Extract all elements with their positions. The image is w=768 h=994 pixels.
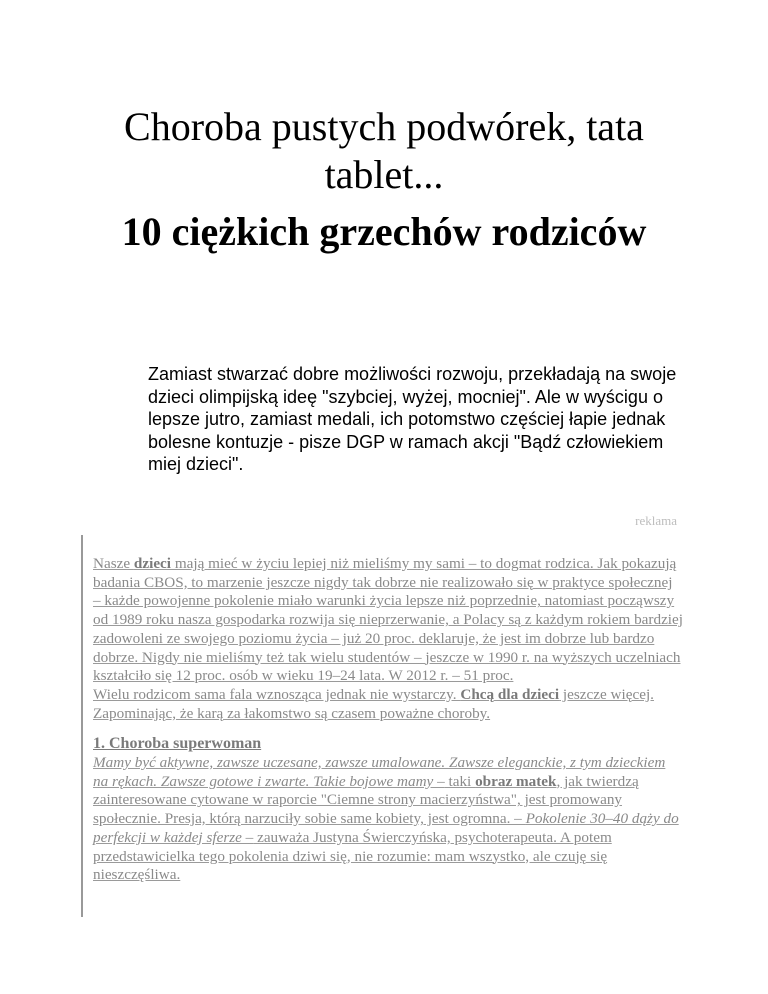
link-chca-dla-dzieci[interactable]: Chcą dla dzieci	[460, 685, 560, 703]
paragraph-3	[93, 754, 683, 885]
article-lead: Zamiast stwarzać dobre możliwości rozwoju, przekładają na swoje dzieci olimpijską ideę "szybciej, wyżej, mocniej". Ale w wyścigu o lepsze jutro, zamiast medali, ich potomstwo częściej łapie jednak bolesne kontuzje - pisze DGP w ramach akcji "Bądź człowiekiem miej dzieci".	[148, 364, 677, 474]
article-title: Choroba pustych podwórek, tata tablet...	[124, 104, 644, 197]
text-run: Nasze	[93, 555, 134, 572]
quote-run: Pokolenie 30–40 dąży do perfekcji w każdej sferze –	[93, 810, 679, 846]
text-run: , jak twierdzą zainteresowane cytowane w raporcie "Ciemne strony macierzyństwa", jest promowany społecznie. Presja, którą narzuciły sobie same kobiety, jest ogromna. –	[93, 772, 639, 828]
article-subtitle: 10 ciężkich grzechów rodziców	[121, 209, 647, 254]
paragraph-2	[93, 686, 683, 723]
article-content	[93, 555, 683, 885]
ad-label: reklama	[635, 513, 677, 528]
article-body	[81, 535, 683, 917]
link-obraz-matek[interactable]: obraz matek	[475, 772, 557, 790]
text-run: zauważa Justyna Świerczyńska, psychoterapeuta. A potem przedstawicielka tego pokolenia dziwi się, nie rozumie: mam wszystko, ale czuję się nieszczęśliwa.	[93, 828, 612, 884]
text-run: mają mieć w życiu lepiej niż mieliśmy my sami – to dogmat rodzica. Jak pokazują badania CBOS, to marzenie jeszcze nigdy tak dobrze nie realizowało się w praktyce społecznej – każde powojenne pokolenie miało warunki życia lepsze niż poprzednie, natomiast począwszy od 1989 roku nasza gospodarka rozwija się nieprzerwanie, a Polacy są z każdym rokiem bardziej zadowoleni ze swojego poziomu życia – już 20 proc. deklaruje, że jest im dobrze lub bardzo dobrze. Nigdy nie mieliśmy też tak wielu studentów – jeszcze w 1990 r. na wyższych uczelniach kształciło się 12 proc. osób w wieku 19–24 lata. W 2012 r. – 51 proc.	[93, 555, 683, 685]
paragraph-1	[93, 555, 683, 686]
text-run: Wielu rodzicom sama fala wznosząca jednak nie wystarczy.	[93, 685, 461, 703]
text-run: taki	[444, 772, 476, 790]
text-run: jeszcze więcej. Zapominając, że karą za łakomstwo są czasem poważne choroby.	[93, 685, 654, 722]
quote-run: Mamy być aktywne, zawsze uczesane, zawsze umalowane. Zawsze eleganckie, z tym dzieckiem na rękach. Zawsze gotowe i zwarte. Takie bojowe mamy –	[93, 754, 666, 790]
section-heading: 1. Choroba superwoman	[93, 735, 262, 753]
link-dzieci[interactable]: dzieci	[133, 555, 172, 572]
